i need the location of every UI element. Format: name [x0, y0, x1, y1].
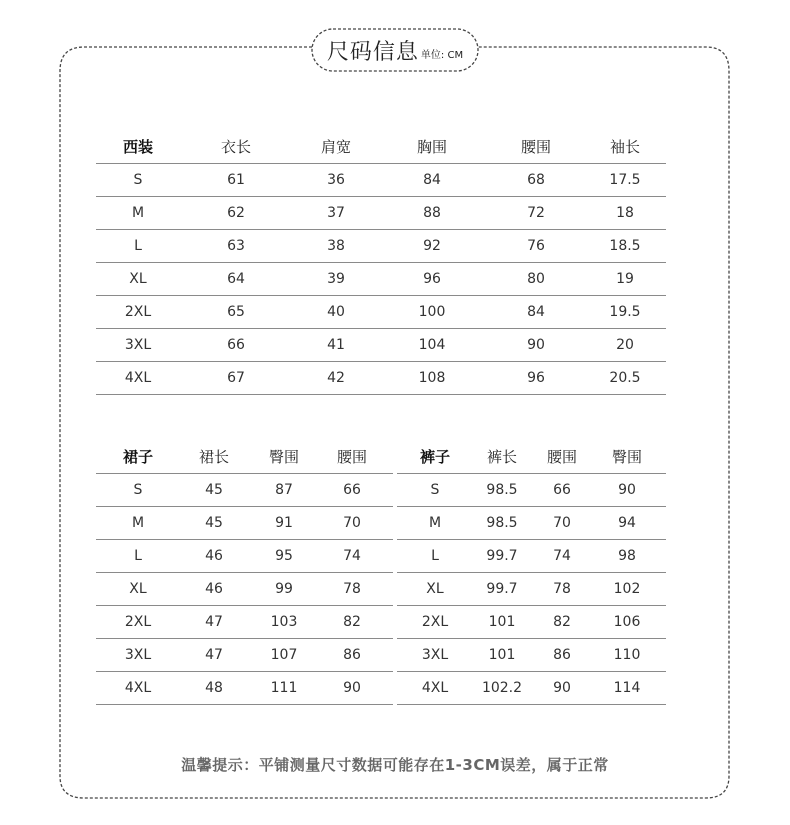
- suit-cell: 20.5: [609, 370, 641, 386]
- suit-cell: 19: [616, 271, 634, 287]
- pants-cell: 90: [618, 482, 636, 498]
- pants-cell: 101: [488, 647, 516, 663]
- suit-cell: 84: [527, 304, 545, 320]
- skirt-cell: 99: [275, 581, 293, 597]
- skirt-cell: 45: [205, 515, 223, 531]
- pants-cell: 98.5: [486, 515, 518, 531]
- suit-cell: 76: [527, 238, 545, 254]
- skirt-cell: XL: [129, 581, 147, 597]
- pants-header-cell: 腰围: [546, 448, 577, 466]
- skirt-cell: S: [133, 482, 143, 498]
- pants-cell: 70: [553, 515, 571, 531]
- unit-label: 单位: CM: [420, 50, 464, 61]
- suit-cell: 4XL: [124, 370, 152, 386]
- pants-cell: 99.7: [486, 581, 518, 597]
- pants-header-cell: 裤子: [419, 448, 450, 466]
- skirt-header-cell: 裙子: [122, 448, 153, 466]
- suit-cell: 42: [327, 370, 345, 386]
- skirt-table-row: [96, 474, 393, 506]
- suit-table-row: [96, 197, 666, 229]
- suit-table-row: [96, 164, 666, 196]
- pants-cell: 2XL: [421, 614, 449, 630]
- page-title: 尺码信息: [326, 39, 419, 65]
- pants-cell: S: [430, 482, 440, 498]
- suit-cell: 80: [527, 271, 545, 287]
- suit-cell: 96: [423, 271, 441, 287]
- pants-table-row: [397, 606, 666, 638]
- skirt-cell: 4XL: [124, 680, 152, 696]
- suit-cell: 18: [616, 205, 634, 221]
- suit-cell: 20: [616, 337, 634, 353]
- suit-cell: 36: [327, 172, 345, 188]
- skirt-cell: 103: [270, 614, 298, 630]
- skirt-cell: 107: [270, 647, 298, 663]
- suit-table-row: [96, 296, 666, 328]
- suit-cell: 18.5: [609, 238, 641, 254]
- suit-header-cell: 腰围: [520, 138, 551, 156]
- suit-cell: 72: [527, 205, 545, 221]
- skirt-table-row: [96, 606, 393, 638]
- pants-cell: 102: [613, 581, 641, 597]
- pants-cell: 74: [553, 548, 571, 564]
- skirt-cell: 46: [205, 581, 223, 597]
- skirt-header-cell: 腰围: [336, 448, 367, 466]
- skirt-cell: 66: [343, 482, 361, 498]
- suit-cell: 92: [423, 238, 441, 254]
- suit-cell: S: [133, 172, 143, 188]
- skirt-cell: 90: [343, 680, 361, 696]
- suit-size-table: [96, 131, 666, 396]
- pants-cell: 98.5: [486, 482, 518, 498]
- pants-cell: 110: [613, 647, 641, 663]
- skirt-cell: 70: [343, 515, 361, 531]
- suit-cell: 40: [327, 304, 345, 320]
- skirt-table-row: [96, 573, 393, 605]
- pants-cell: 90: [553, 680, 571, 696]
- pants-table-row: [397, 573, 666, 605]
- suit-table-row: [96, 230, 666, 262]
- skirt-header-cell: 裙长: [198, 448, 229, 466]
- suit-cell: 63: [227, 238, 245, 254]
- suit-cell: 38: [327, 238, 345, 254]
- skirt-table-row: [96, 672, 393, 704]
- suit-cell: 19.5: [609, 304, 641, 320]
- skirt-header-row: [96, 441, 393, 473]
- skirt-cell: 3XL: [124, 647, 152, 663]
- suit-cell: 62: [227, 205, 245, 221]
- skirt-cell: 87: [275, 482, 293, 498]
- skirt-table-row: [96, 639, 393, 671]
- suit-cell: 104: [418, 337, 446, 353]
- suit-cell: 67: [227, 370, 245, 386]
- suit-header-cell: 衣长: [220, 138, 251, 156]
- pants-cell: 82: [553, 614, 571, 630]
- pants-cell: 114: [613, 680, 641, 696]
- suit-cell: 64: [227, 271, 245, 287]
- suit-cell: 3XL: [124, 337, 152, 353]
- pants-cell: 98: [618, 548, 636, 564]
- measurement-tip: 温馨提示：平铺测量尺寸数据可能存在1-3CM误差，属于正常: [181, 756, 609, 774]
- skirt-cell: 82: [343, 614, 361, 630]
- pants-cell: 66: [553, 482, 571, 498]
- suit-cell: 84: [423, 172, 441, 188]
- suit-row-divider: [96, 394, 666, 395]
- skirt-header-cell: 臀围: [268, 448, 299, 466]
- pants-header-cell: 裤长: [486, 448, 517, 466]
- suit-cell: 96: [527, 370, 545, 386]
- skirt-table-row: [96, 507, 393, 539]
- pants-row-divider: [397, 704, 666, 705]
- suit-cell: XL: [129, 271, 147, 287]
- pants-cell: M: [428, 515, 442, 531]
- skirt-table-row: [96, 540, 393, 572]
- pants-header-row: [397, 441, 666, 473]
- skirt-row-divider: [96, 704, 393, 705]
- pants-cell: 94: [618, 515, 636, 531]
- suit-header-cell: 西装: [122, 138, 153, 156]
- suit-cell: 61: [227, 172, 245, 188]
- skirt-cell: 47: [205, 647, 223, 663]
- pants-table-row: [397, 672, 666, 704]
- suit-table-row: [96, 329, 666, 361]
- pants-table-row: [397, 639, 666, 671]
- pants-header-cell: 臀围: [611, 448, 642, 466]
- skirt-cell: 74: [343, 548, 361, 564]
- suit-cell: 108: [418, 370, 446, 386]
- pants-cell: 78: [553, 581, 571, 597]
- skirt-cell: 111: [270, 680, 298, 696]
- suit-header-cell: 肩宽: [320, 138, 351, 156]
- suit-cell: 100: [418, 304, 446, 320]
- pants-cell: 102.2: [481, 680, 523, 696]
- pants-cell: 3XL: [421, 647, 449, 663]
- suit-table-row: [96, 362, 666, 394]
- pants-cell: XL: [426, 581, 444, 597]
- suit-cell: 2XL: [124, 304, 152, 320]
- skirt-cell: 46: [205, 548, 223, 564]
- skirt-cell: 45: [205, 482, 223, 498]
- suit-cell: 37: [327, 205, 345, 221]
- pants-cell: 101: [488, 614, 516, 630]
- suit-cell: 90: [527, 337, 545, 353]
- suit-cell: 17.5: [609, 172, 641, 188]
- suit-cell: 65: [227, 304, 245, 320]
- suit-cell: 39: [327, 271, 345, 287]
- skirt-cell: 78: [343, 581, 361, 597]
- suit-cell: 68: [527, 172, 545, 188]
- skirt-cell: 91: [275, 515, 293, 531]
- pants-table-row: [397, 507, 666, 539]
- skirt-cell: 48: [205, 680, 223, 696]
- suit-cell: 41: [327, 337, 345, 353]
- skirt-cell: 2XL: [124, 614, 152, 630]
- suit-cell: M: [131, 205, 145, 221]
- pants-cell: 4XL: [421, 680, 449, 696]
- skirt-size-table: [96, 441, 393, 706]
- pants-table-row: [397, 474, 666, 506]
- title-badge: [312, 29, 478, 71]
- pants-cell: 106: [613, 614, 641, 630]
- suit-cell: 88: [423, 205, 441, 221]
- skirt-cell: 86: [343, 647, 361, 663]
- skirt-cell: M: [131, 515, 145, 531]
- skirt-cell: L: [134, 548, 142, 564]
- pants-cell: L: [431, 548, 439, 564]
- skirt-cell: 95: [275, 548, 293, 564]
- suit-cell: L: [134, 238, 142, 254]
- suit-header-cell: 胸围: [416, 138, 447, 156]
- pants-cell: 86: [553, 647, 571, 663]
- suit-header-row: [96, 131, 666, 163]
- pants-cell: 99.7: [486, 548, 518, 564]
- pants-size-table: [397, 441, 666, 706]
- suit-table-row: [96, 263, 666, 295]
- skirt-cell: 47: [205, 614, 223, 630]
- pants-table-row: [397, 540, 666, 572]
- suit-cell: 66: [227, 337, 245, 353]
- suit-header-cell: 袖长: [609, 138, 640, 156]
